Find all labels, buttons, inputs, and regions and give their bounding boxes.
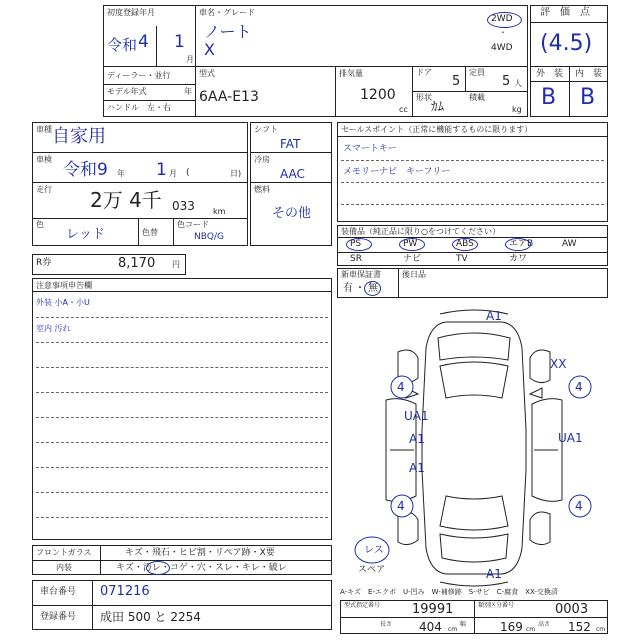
color-label: 色	[36, 220, 44, 229]
repaint-label: 色替	[142, 228, 158, 237]
mark-left-front: UA1	[404, 409, 429, 423]
rule	[341, 160, 604, 161]
model-label: 型式	[199, 69, 215, 78]
rule	[341, 204, 604, 205]
usage-value: 自家用	[52, 126, 106, 147]
equipment-item: エアB	[509, 239, 534, 249]
fuel-label: 燃料	[254, 185, 270, 194]
mark-wheel-lr: 4	[397, 499, 405, 513]
equipment-circle	[452, 238, 478, 251]
type-cert-value: 19991	[412, 602, 454, 617]
warranty-no: 無	[368, 283, 378, 294]
class-label: 類別区分番号	[478, 602, 515, 609]
first-reg-year: 4	[138, 32, 149, 52]
spare-label: スペア	[358, 565, 386, 575]
reg-value: 成田 500 と 2254	[100, 610, 201, 624]
load-label: 積載	[469, 93, 485, 102]
usage-label: 車種	[36, 125, 52, 134]
car-body	[422, 322, 526, 574]
ac-label: 冷房	[254, 155, 270, 164]
warranty-label: 新車保証書	[341, 270, 381, 279]
equipment-label: 装備品（純正品に限り○をつけてください）	[341, 227, 500, 236]
capacity-value: 5	[502, 74, 511, 89]
inspection-year-unit: 年	[117, 169, 125, 178]
ac-value: AAC	[280, 167, 305, 181]
first-reg-era: 令和	[107, 36, 138, 54]
recycle-box	[32, 254, 186, 275]
color-value: レッド	[66, 227, 105, 242]
note-rule	[36, 442, 328, 443]
mark-right-front: XX	[550, 357, 567, 371]
drive-4wd: 4WD	[491, 43, 513, 53]
mark-left-rear: A1	[409, 461, 425, 475]
shift-label: シフト	[254, 125, 278, 134]
model-value: 6AA-E13	[199, 89, 259, 105]
divider	[195, 5, 196, 66]
mark-front: A1	[486, 309, 502, 323]
shape-value: ｶﾑ	[431, 100, 444, 115]
color-code-label: 色コード	[177, 220, 209, 229]
equipment-item: AW	[562, 239, 577, 249]
interior-options: キズ・汚レ・コゲ・穴・スレ・キレ・破レ	[116, 563, 287, 573]
divider	[337, 136, 608, 137]
first-reg-month: 1	[174, 32, 185, 52]
divider	[569, 66, 570, 117]
kg-unit: kg	[512, 105, 522, 114]
car-mirrors	[406, 388, 542, 398]
shape-label: 形状	[416, 93, 432, 102]
car-rear-window	[440, 496, 508, 530]
divider	[103, 84, 195, 85]
inspection-paren: (	[186, 168, 190, 178]
notes-label: 注意事項申告欄	[36, 281, 92, 290]
handle-label: ハンドル 左・右	[107, 103, 171, 112]
note-rule	[36, 367, 328, 368]
mark-wheel-rr: 4	[575, 499, 583, 513]
divider	[32, 182, 248, 183]
length-value: 404	[419, 620, 442, 634]
warranty-circle	[364, 281, 381, 296]
chassis-label: 車台番号	[40, 587, 77, 597]
car-name: ノート	[204, 22, 252, 41]
divider	[195, 66, 196, 117]
rule	[341, 182, 604, 183]
chassis-value: 071216	[100, 584, 150, 599]
door-label: ドア	[416, 68, 432, 77]
interior-label: 内 装	[575, 69, 603, 79]
color-code-value: NBQ/G	[194, 232, 224, 242]
car-diagram	[340, 300, 608, 590]
mark-spare: レス	[364, 545, 384, 556]
height-value: 152	[568, 620, 591, 634]
equipment-item: SR	[350, 254, 362, 264]
divider	[156, 26, 157, 66]
note-rule	[36, 417, 328, 418]
divider	[474, 600, 475, 634]
inspection-month: 1	[156, 160, 167, 180]
mileage-value: 2万 4千	[90, 188, 162, 212]
equipment-circle	[505, 238, 534, 251]
year-unit: 年	[184, 87, 192, 96]
width-label: 幅	[460, 621, 467, 628]
equipment-item: ABS	[456, 239, 474, 249]
divider	[412, 91, 528, 92]
cc-unit: cc	[399, 105, 408, 114]
interior-label: 内装	[56, 563, 72, 572]
reg-label: 登録番号	[40, 612, 77, 622]
mileage-label: 走行	[36, 185, 52, 194]
inspection-day: 日)	[230, 169, 242, 178]
divider	[465, 66, 466, 91]
divider	[337, 252, 608, 253]
height-label: 高さ	[538, 621, 551, 628]
divider	[32, 560, 332, 561]
mark-rear: A1	[486, 567, 502, 581]
divider	[250, 182, 332, 183]
windshield-label: フロントガラス	[36, 548, 92, 557]
divider	[530, 22, 608, 23]
note-rule	[36, 342, 328, 343]
grade-label: 評 価 点	[540, 7, 590, 18]
km-unit: km	[213, 207, 226, 216]
inspection-label: 車検	[36, 155, 52, 164]
cm-unit: cm	[596, 626, 606, 633]
equipment-item: カワ	[509, 254, 528, 264]
car-name-label: 車名・グレード	[199, 8, 255, 17]
dealer-label: ディーラー・並行	[107, 71, 171, 80]
note-rule	[36, 517, 328, 518]
width-value: 169	[500, 620, 523, 634]
cm-unit: cm	[526, 626, 536, 633]
note-rule	[36, 492, 328, 493]
rear-bumper	[440, 582, 508, 586]
type-cert-label: 型式指定番号	[344, 602, 381, 609]
divider	[92, 580, 93, 630]
capacity-unit: 人	[514, 79, 522, 88]
shift-value: FAT	[280, 137, 301, 151]
displacement-label: 排気量	[339, 69, 363, 78]
sales-label: セールスポイント（正常に機能するものに限ります）	[341, 125, 533, 134]
note-rule	[36, 392, 328, 393]
damage-legend: A-キズ E-エクボ U-凹み W-補修跡 S-サビ C-腐食 XX-交換済	[340, 588, 558, 596]
note-line: 外装 小A・小U	[36, 298, 90, 307]
exterior-label: 外 装	[536, 69, 564, 79]
equipment-item: PW	[403, 239, 418, 249]
divider	[32, 605, 332, 606]
interior-circle	[146, 561, 170, 575]
mileage-small: 033	[172, 199, 195, 213]
sales-item: スマートキー	[343, 144, 397, 154]
recycle-label: R券	[36, 258, 52, 268]
first-reg-label: 初度登録年月	[107, 8, 155, 17]
equipment-item: ナビ	[403, 254, 422, 264]
recycle-unit: 円	[172, 260, 180, 269]
equipment-circle	[399, 238, 425, 251]
mark-wheel-lf: 4	[397, 380, 405, 394]
divider	[173, 218, 174, 246]
equipment-item: PS	[350, 239, 362, 249]
divider	[32, 218, 248, 219]
divider	[398, 268, 399, 298]
divider	[337, 237, 608, 238]
wheel-outline	[530, 350, 550, 383]
car-hatch	[440, 534, 508, 562]
note-rule	[36, 467, 328, 468]
divider	[103, 100, 195, 101]
drive-dot: ・	[499, 28, 507, 37]
note-line: 室内 汚れ	[36, 324, 71, 333]
drive-2wd: 2WD	[491, 14, 513, 24]
door-value: 5	[452, 74, 461, 89]
windshield-options: キズ・飛石・ヒビ割・リペア跡・X要	[125, 548, 275, 558]
divider	[32, 152, 248, 153]
car-windshield	[440, 362, 508, 398]
car-hood	[438, 333, 510, 360]
capacity-label: 定員	[469, 68, 485, 77]
grade-score: (4.5)	[540, 31, 593, 56]
equipment-circle	[346, 238, 372, 251]
inspection-month-unit: 月	[169, 169, 177, 178]
fuel-value: その他	[272, 206, 312, 221]
equipment-item: TV	[456, 254, 468, 264]
divider	[32, 291, 332, 292]
mark-left-door: A1	[409, 432, 425, 446]
divider	[335, 66, 336, 117]
inspection-year: 令和9	[63, 160, 108, 180]
class-value: 0003	[555, 602, 589, 617]
sales-item: メモリーナビ キーフリー	[343, 167, 451, 177]
warranty-dot: ・	[355, 283, 365, 294]
cm-unit: cm	[448, 626, 458, 633]
mark-right-door: UA1	[558, 431, 583, 445]
interior-grade: B	[580, 85, 596, 110]
month-unit: 月	[186, 55, 194, 64]
exterior-grade: B	[541, 85, 557, 110]
warranty-yes: 有	[343, 283, 353, 294]
record-label: 後日品	[402, 270, 426, 279]
grade-name: X	[204, 40, 215, 59]
mark-wheel-rf: 4	[575, 380, 583, 394]
note-rule	[36, 317, 328, 318]
displacement-value: 1200	[360, 87, 396, 103]
divider	[100, 545, 101, 575]
length-label: 長さ	[380, 621, 393, 628]
wheel-outline	[530, 512, 550, 545]
model-year-label: モデル年式	[107, 87, 147, 96]
recycle-amount: 8,170	[118, 256, 156, 271]
divider	[250, 152, 332, 153]
divider	[138, 218, 139, 246]
